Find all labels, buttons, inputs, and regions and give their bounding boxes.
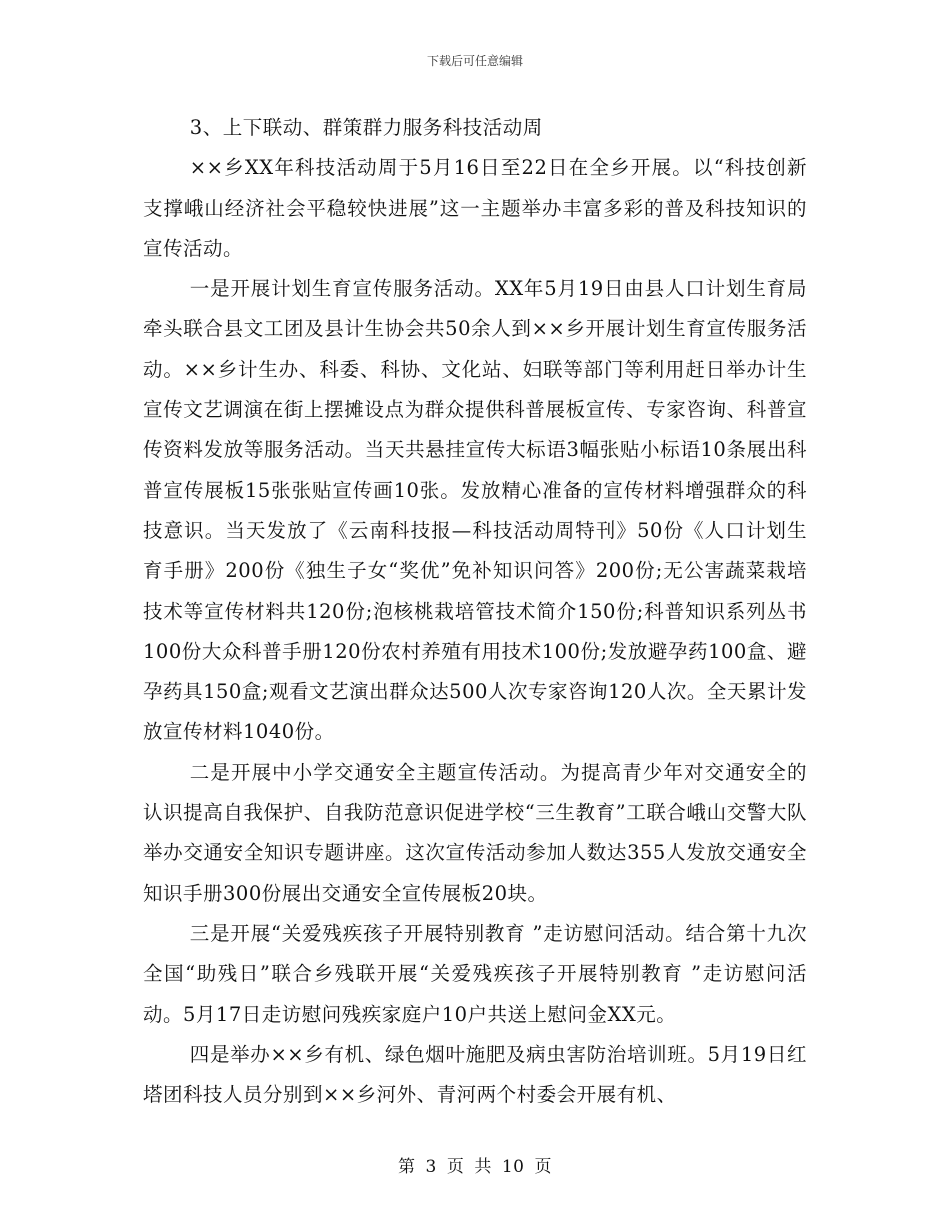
page-header: 下载后可任意编辑 xyxy=(426,54,523,68)
footer-label-ye: 页 xyxy=(446,1157,465,1177)
paragraph-family-planning: 一是开展计划生育宣传服务活动。XX年5月19日由县人口计划生育局牵头联合县文工团及县计生协会共50余人到××乡开展计划生育宣传服务活动。××乡计生办、科委、科协、文化站、妇联等部门等利用赶日举办计生宣传文艺调演在街上摆摊设点为群众提供科普展板宣传、专家咨询、科普宣传资料发放等服务活动。当天共悬挂宣传大标语3幅张贴小标语10条展出科普宣传展板15张张贴宣传画10张。发放精心准备的宣传材料增强群众的科技意识。当天发放了《云南科技报—科技活动周特刊》50份《人口计划生育手册》200份《独生子女“奖优”免补知识问答》200份;无公害蔬菜栽培技术等宣传材料共120份;泡核桃栽培管技术简介150份;科普知识系列丛书100份大众科普手册120份农村养殖有用技术100份;发放避孕药100盒、避孕药具150盒;观看文艺演出群众达500人次专家咨询120人次。全天累计发放宣传材料1040份。 xyxy=(143,277,807,744)
paragraph-disabled-children: 三是开展“关爱残疾孩子开展特别教育 ”走访慰问活动。结合第十九次全国“助残日”联合乡残联开展“关爱残疾孩子开展特别教育 ”走访慰问活动。5月17日走访慰问残疾家庭户10户共送上慰问金XX元。 xyxy=(143,921,807,1026)
paragraph-traffic-safety: 二是开展中小学交通安全主题宣传活动。为提高青少年对交通安全的认识提高自我保护、自我防范意识促进学校“三生教育”工联合峨山交警大队举办交通安全知识专题讲座。这次宣传活动参加人数达355人发放交通安全知识手册300份展出交通安全宣传展板20块。 xyxy=(143,760,807,905)
page-footer xyxy=(0,1152,950,1177)
section-title: 3、上下联动、群策群力服务科技活动周 xyxy=(189,116,543,139)
page-number-current: 3 xyxy=(425,1157,437,1177)
footer-label-gong: 共 xyxy=(474,1157,492,1177)
page-number-total: 10 xyxy=(501,1157,525,1177)
footer-label-ye-end: 页 xyxy=(534,1157,552,1177)
document-body xyxy=(143,108,807,1115)
paragraph-tobacco-training: 四是举办××乡有机、绿色烟叶施肥及病虫害防治培训班。5月19日红塔团科技人员分别到××乡河外、青河两个村委会开展有机、 xyxy=(143,1042,807,1107)
footer-label-di: 第 xyxy=(398,1157,416,1177)
paragraph-intro: ××乡XX年科技活动周于5月16日至22日在全乡开展。以“科技创新支撑峨山经济社会平稳较快进展”这一主题举办丰富多彩的普及科技知识的宣传活动。 xyxy=(143,156,807,260)
